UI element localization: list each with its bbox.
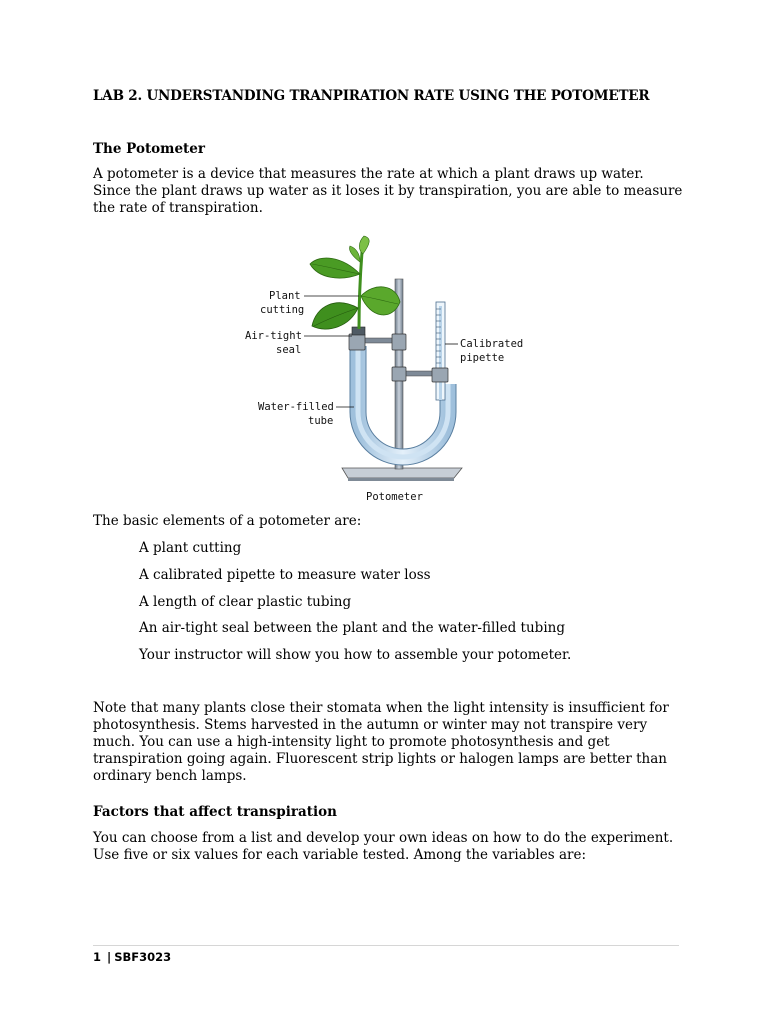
element-item: An air-tight seal between the plant and the water-filled tubing (139, 620, 565, 636)
leaf (361, 287, 400, 315)
label-plant-cutting-2: cutting (260, 304, 305, 316)
figure-caption: Potometer (366, 491, 423, 503)
element-item: A plant cutting (139, 540, 242, 556)
label-seal-2: seal (276, 344, 302, 356)
label-tube-1: Water-filled (258, 401, 334, 413)
element-item: A length of clear plastic tubing (139, 594, 352, 610)
footer-separator: | (107, 950, 112, 964)
leaf (310, 258, 360, 278)
page-number: 1 (93, 950, 102, 964)
label-tube-2: tube (308, 415, 334, 427)
course-code: SBF3023 (114, 950, 172, 964)
note-paragraph: Note that many plants close their stomata when the light intensity is insufficient for photosynthesis. Stems harvested in the autumn or winter may not transpire very much. You can use a high-intensity light to promote photosynthesis and get transpiration going again. Fluorescent strip lights or halogen lamps are better than ordinary bench lamps. (93, 700, 669, 784)
leaf (312, 303, 358, 329)
label-plant-cutting-1: Plant (269, 290, 301, 302)
page-footer (93, 950, 171, 964)
section-heading-potometer: The Potometer (93, 141, 205, 157)
stand-base (342, 468, 462, 478)
element-item: Your instructor will show you how to assemble your potometer. (139, 647, 572, 663)
leaf (349, 246, 360, 262)
potometer-paragraph: A potometer is a device that measures the rate at which a plant draws up water. Since the plant draws up water as it loses it by transpiration, you are able to measure the rate of transpiration. (93, 166, 683, 216)
footer-divider (93, 945, 679, 946)
label-pipette-2: pipette (460, 352, 505, 364)
potometer-diagram (232, 234, 532, 506)
label-seal-1: Air-tight (245, 330, 302, 342)
leaf (359, 236, 369, 254)
section-heading-factors: Factors that affect transpiration (93, 804, 337, 820)
element-item: A calibrated pipette to measure water loss (139, 567, 431, 583)
elements-intro: The basic elements of a potometer are: (93, 513, 362, 529)
factors-paragraph: You can choose from a list and develop your own ideas on how to do the experiment. Use five or six values for each variable tested. Among the variables are: (93, 830, 674, 863)
lower-clamp (432, 368, 448, 382)
page-title: LAB 2. UNDERSTANDING TRANPIRATION RATE USING THE POTOMETER (93, 88, 650, 104)
label-pipette-1: Calibrated (460, 338, 524, 350)
